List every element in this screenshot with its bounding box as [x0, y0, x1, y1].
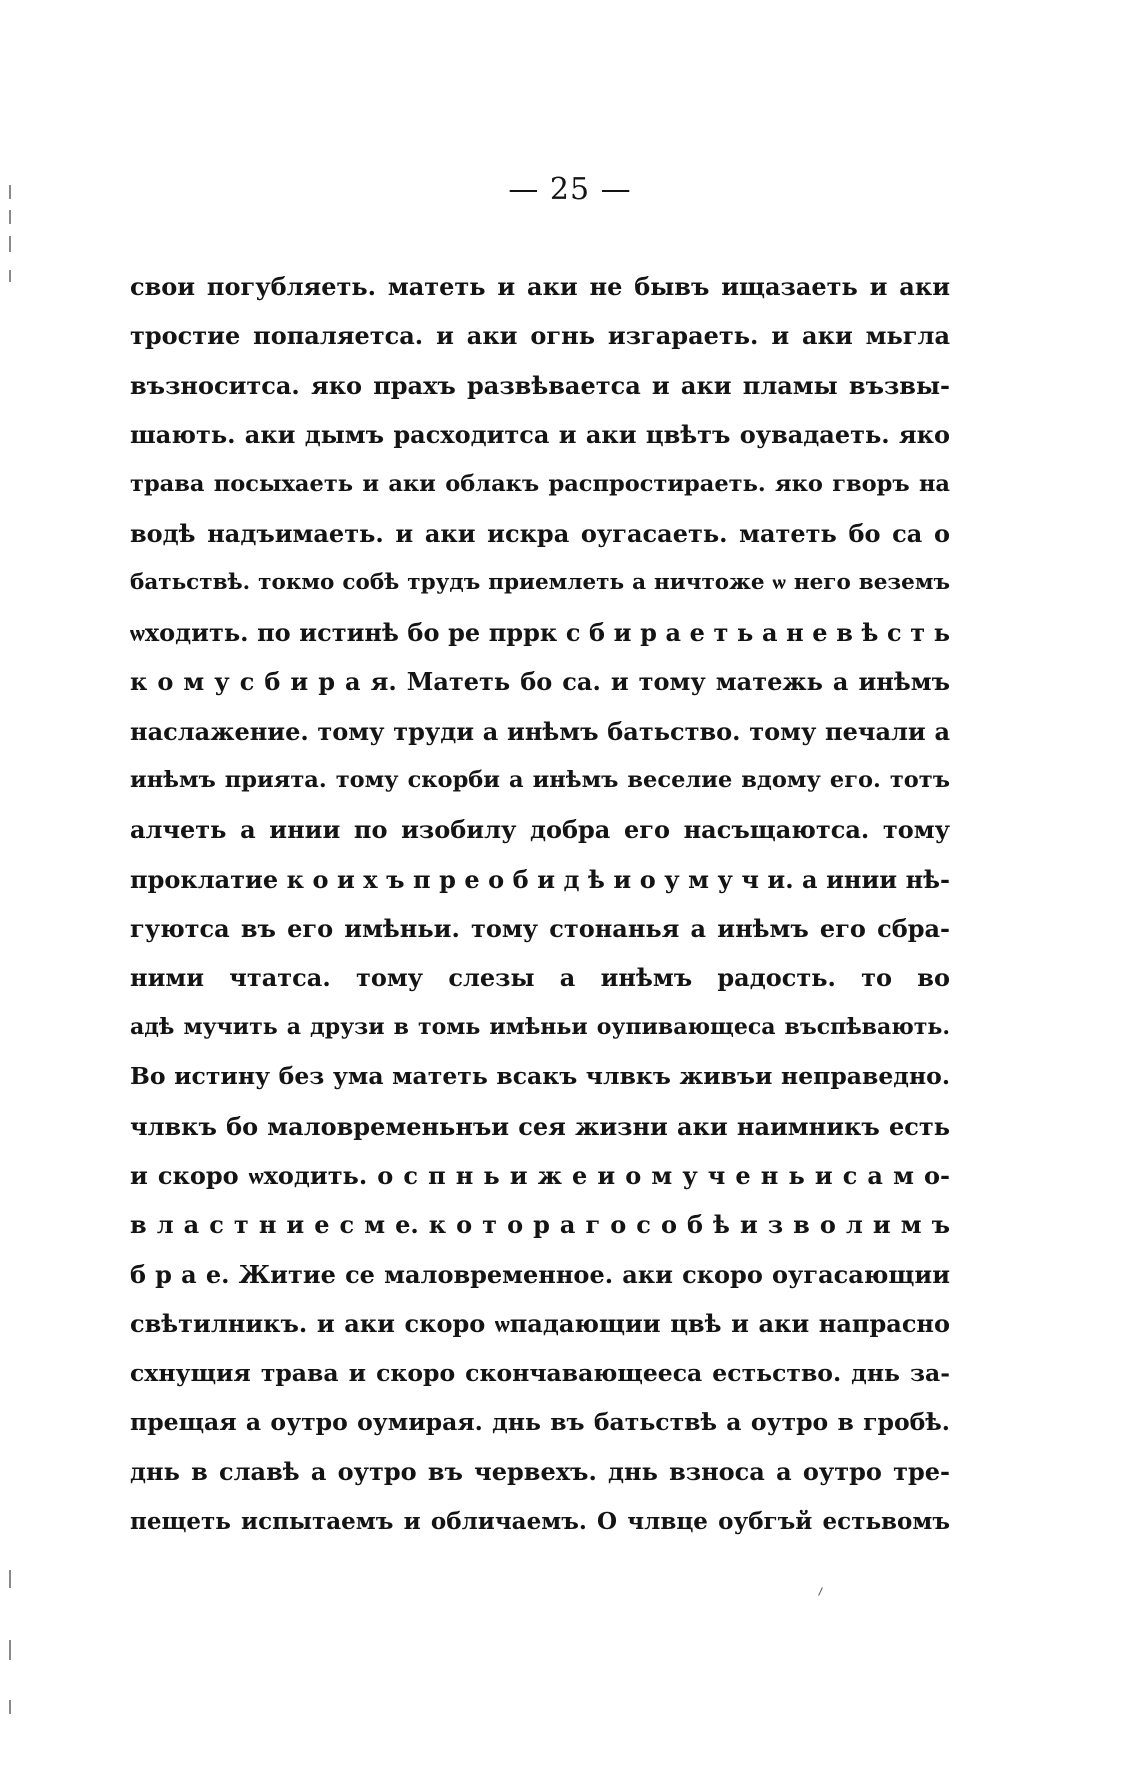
text-line: тростие попаляетса. и аки огнь изгараеть. и аки мьгла [130, 321, 950, 351]
left-margin-mark [9, 1700, 11, 1714]
text-line: водѣ надъимаеть. и аки искра оугасаеть. матеть бо са о [130, 518, 950, 548]
stray-pen-mark [818, 1587, 823, 1596]
text-line: батьствѣ. токмо собѣ трудъ приемлеть а ничтоже ѡ него веземъ [130, 570, 950, 596]
text-line: и скоро ѡходить. о с п н ь и ж е и о м у ч е н ь и с а м о- [130, 1161, 950, 1191]
text-line: възноситса. яко прахъ развѣваетса и аки пламы възвы- [130, 370, 950, 400]
left-margin-mark [9, 210, 11, 224]
text-line: днь в славѣ а оутро въ червехъ. днь взноса а оутро тре- [130, 1457, 950, 1487]
text-line: прещая а оутро оумирая. днь въ батьствѣ а оутро в гробѣ. [130, 1407, 950, 1436]
text-line: ѡходить. по истинѣ бо ре пррк с б и р а е т ь а н е в ѣ с т ь [130, 617, 950, 647]
left-margin-mark [9, 270, 11, 282]
body-text [130, 262, 950, 1546]
text-line: гуютса въ его имѣньи. тому стонанья а инѣмъ его сбра- [130, 914, 950, 944]
text-line: алчеть а инии по изобилу добра его насъщаютса. тому [130, 815, 950, 845]
text-line: проклатие к о и х ъ п р е о б и д ѣ и о у м у ч и. а инии нѣ- [130, 864, 950, 894]
text-line: б р а е. Житие се маловременное. аки скоро оугасающии [130, 1259, 950, 1289]
text-line: к о м у с б и р а я. Матеть бо са. и тому матежь а инѣмъ [130, 667, 950, 697]
text-line: инѣмъ прията. тому скорби а инѣмъ веселие вдому его. тотъ [130, 766, 950, 793]
text-line: свои погубляеть. матеть и аки не бывъ ищазаеть и аки [130, 272, 950, 301]
text-line: пещеть испытаемъ и обличаемъ. О члвце оубгъй естьвомъ [130, 1507, 950, 1535]
text-line: Во истину без ума матеть всакъ члвкъ живъи неправедно. [130, 1062, 950, 1091]
text-line: схнущия трава и скоро скончавающееса естьство. днь за- [130, 1358, 950, 1387]
left-margin-mark [9, 236, 11, 252]
text-line: ними чтатса. тому слезы а инѣмъ радость. то во [130, 963, 950, 993]
text-line: трава посыхаеть и аки облакъ распростираеть. яко гворъ на [130, 470, 950, 497]
text-line: свѣтилникъ. и аки скоро ѡпадающии цвѣ и аки напрасно [130, 1309, 950, 1339]
left-margin-mark [9, 1570, 11, 1588]
text-line: наслажение. тому труди а инѣмъ батьство. тому печали а [130, 716, 950, 746]
left-margin-mark [9, 1640, 11, 1660]
text-line: в л а с т н и е с м е. к о т о р а г о с о б ѣ и з в о л и м ъ [130, 1210, 950, 1240]
text-line: члвкъ бо маловременьнъи сея жизни аки наимникъ есть [130, 1111, 950, 1141]
page-number: — 25 — [508, 172, 632, 207]
text-line: адѣ мучить а друзи в томь имѣньи оупивающеса въспѣвають. [130, 1013, 950, 1040]
text-line: шають. аки дымъ расходитса и аки цвѣтъ оувадаеть. яко [130, 420, 950, 450]
